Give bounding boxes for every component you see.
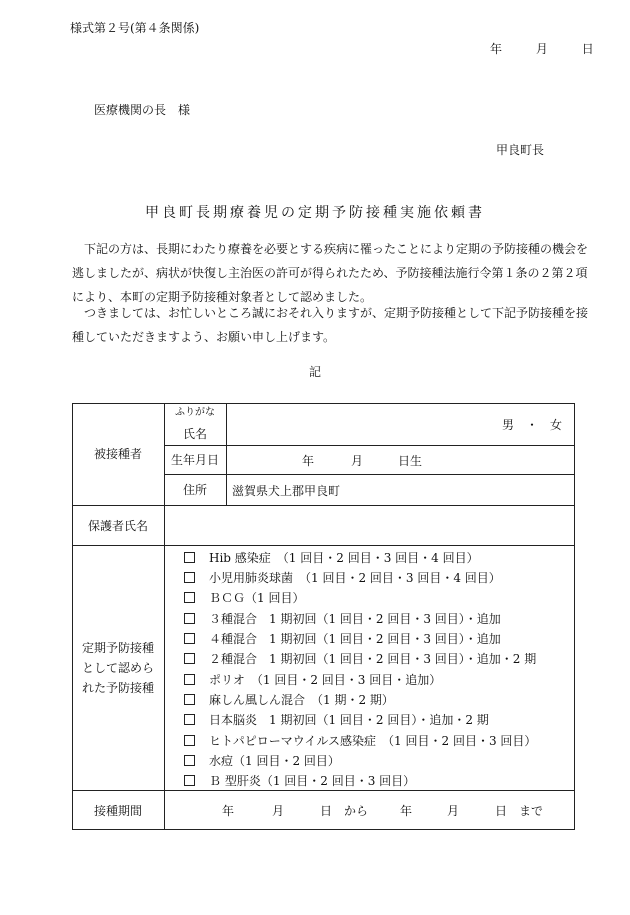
- vaccine-item-pneumococcal[interactable]: [184, 567, 501, 587]
- paragraph-line: 逃しましたが、病状が快復し主治医の許可が得られたため、予防接種法施行令第１条の２第２項: [72, 266, 588, 280]
- recipient-label: 被接種者: [93, 447, 142, 461]
- period-end-day: 日 まで: [495, 804, 544, 818]
- vaccine-label: 日本脳炎 1 期初回（1 回目・2 回目）・追加・2 期: [209, 712, 489, 727]
- vaccine-item-mr[interactable]: [184, 689, 394, 709]
- checkbox[interactable]: [184, 653, 195, 664]
- period-end-month: 月: [447, 804, 460, 818]
- period-start-year: 年: [222, 804, 235, 818]
- address-value: 滋賀県犬上郡甲良町: [232, 484, 341, 498]
- vaccine-label: 麻しん風しん混合 （1 期・2 期）: [209, 692, 394, 707]
- checkbox[interactable]: [184, 674, 195, 685]
- checkbox[interactable]: [184, 592, 195, 603]
- document-title: 甲良町長期療養児の定期予防接種実施依頼書: [145, 205, 485, 221]
- vaccine-item-hpv[interactable]: [184, 730, 536, 750]
- checkbox[interactable]: [184, 735, 195, 746]
- vaccine-item-dpt[interactable]: [184, 608, 501, 628]
- checkbox[interactable]: [184, 755, 195, 766]
- vaccines-label-line: れた予防接種: [81, 681, 154, 695]
- form-number: 様式第２号(第４条関係): [70, 21, 200, 35]
- paragraph-line: つきましては、お忙しいところ誠におそれ入りますが、定期予防接種として下記予防接種を接: [72, 306, 589, 320]
- vaccine-item-hepb[interactable]: [184, 770, 415, 790]
- issue-date-month: 月: [535, 42, 548, 56]
- checkbox[interactable]: [184, 714, 195, 725]
- period-label: 接種期間: [93, 803, 142, 818]
- vaccine-label: Ｂ 型肝炎（1 回目・2 回目・3 回目）: [209, 773, 416, 788]
- vaccine-item-varicella[interactable]: [184, 750, 340, 770]
- checkbox[interactable]: [184, 633, 195, 644]
- sender: 甲良町長: [496, 143, 545, 157]
- furigana-label: ふりがな: [175, 407, 215, 418]
- paragraph-line: により、本町の定期予防接種対象者として認めました。: [72, 290, 373, 304]
- vaccine-item-dt[interactable]: [184, 648, 536, 668]
- paragraph-line: 種していただきますよう、お願い申し上げます。: [72, 330, 336, 344]
- addressee: 医療機関の長 様: [94, 103, 191, 117]
- checkbox[interactable]: [184, 552, 195, 563]
- vaccine-label: ＢＣＧ（1 回目）: [209, 590, 305, 605]
- vaccine-label: ４種混合 1 期初回（1 回目・2 回目・3 回目）・追加: [209, 631, 501, 646]
- body-paragraph-1: [72, 237, 589, 309]
- issue-date-year: 年: [490, 42, 503, 56]
- vaccine-label: Hib 感染症 （1 回目・2 回目・3 回目・4 回目）: [209, 550, 479, 565]
- ki-marker: 記: [308, 365, 321, 379]
- vaccine-item-dpt-ipv[interactable]: [184, 628, 501, 648]
- vaccines-label-line: 定期予防接種: [81, 641, 154, 655]
- issue-date-day: 日: [581, 42, 594, 56]
- birthdate-day: 日生: [398, 454, 423, 468]
- birthdate-month: 月: [351, 454, 364, 468]
- vaccines-label-line: として認めら: [81, 661, 154, 675]
- vaccine-label: ３種混合 1 期初回（1 回目・2 回目・3 回目）・追加: [209, 611, 501, 626]
- address-label: 住所: [182, 483, 207, 497]
- vaccine-item-polio[interactable]: [184, 669, 441, 689]
- checkbox[interactable]: [184, 694, 195, 705]
- paragraph-line: 下記の方は、長期にわたり療養を必要とする疾病に罹ったことにより定期の予防接種の機会を: [72, 242, 589, 256]
- checkbox[interactable]: [184, 775, 195, 786]
- vaccine-label: ヒトパピローマウイルス感染症 （1 回目・2 回目・3 回目）: [209, 733, 537, 748]
- period-end-year: 年: [400, 804, 413, 818]
- vaccine-label: ２種混合 1 期初回（1 回目・2 回目・3 回目）・追加・2 期: [209, 651, 537, 666]
- vaccine-label: ポリオ （1 回目・2 回目・3 回目・追加）: [209, 672, 442, 687]
- birthdate-year: 年: [302, 454, 315, 468]
- table-rule: [226, 403, 227, 505]
- gender-selector[interactable]: 男 ・ 女: [502, 418, 563, 432]
- vaccine-item-bcg[interactable]: [184, 587, 304, 607]
- vaccine-label: 水痘（1 回目・2 回目）: [209, 753, 340, 768]
- vaccines-label: [72, 546, 164, 790]
- vaccine-label: 小児用肺炎球菌 （1 回目・2 回目・3 回目・4 回目）: [209, 570, 501, 585]
- period-start-month: 月: [272, 804, 285, 818]
- guardian-label: 保護者氏名: [87, 518, 148, 533]
- checkbox[interactable]: [184, 572, 195, 583]
- vaccine-item-hib[interactable]: [184, 547, 479, 567]
- body-paragraph-2: [72, 301, 589, 349]
- name-label: 氏名: [182, 427, 207, 441]
- birthdate-label: 生年月日: [170, 453, 219, 467]
- checkbox[interactable]: [184, 613, 195, 624]
- issue-date: [490, 43, 594, 55]
- vaccine-item-je[interactable]: [184, 709, 489, 729]
- period-start-day: 日 から: [320, 804, 369, 818]
